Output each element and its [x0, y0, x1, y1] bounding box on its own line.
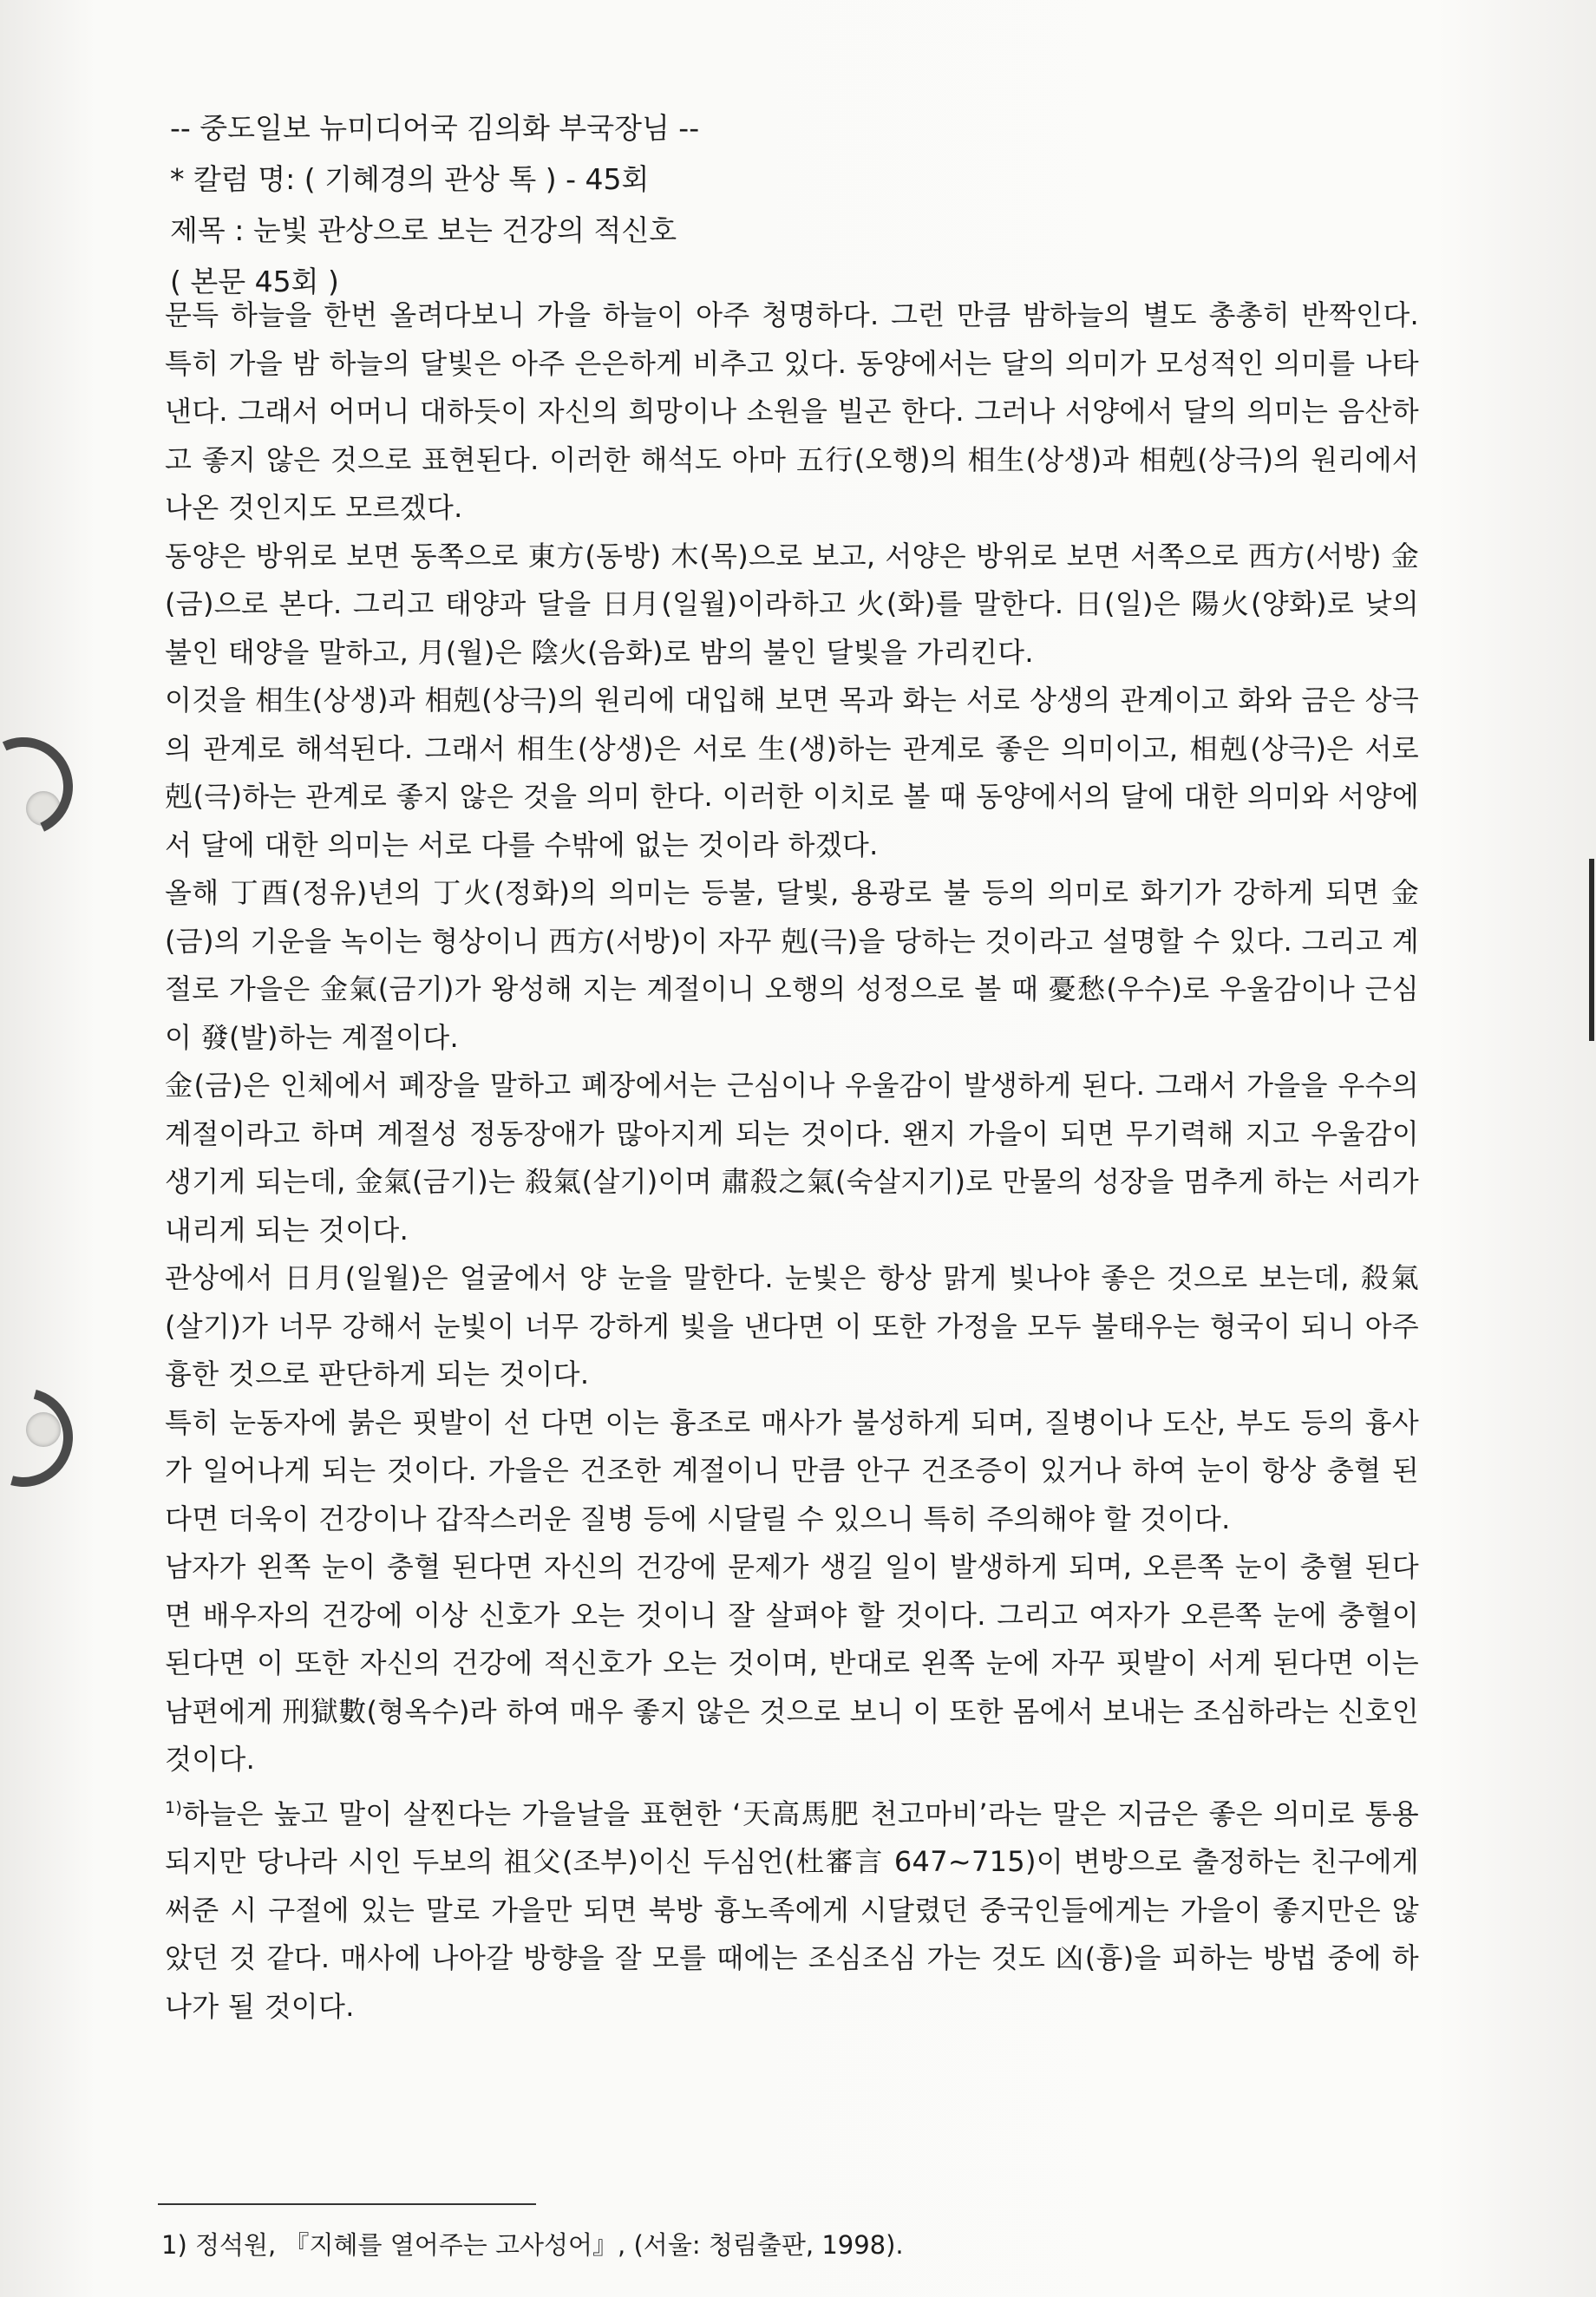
page-edge-mark: [1589, 859, 1594, 1041]
title-line: 제목 : 눈빛 관상으로 보는 건강의 적신호: [170, 213, 677, 247]
paragraph-with-footnote: [165, 1784, 1419, 2032]
footnote-divider: [158, 2203, 536, 2205]
paragraph: 남자가 왼쪽 눈이 충혈 된다면 자신의 건강에 문제가 생길 일이 발생하게 되며, 오른쪽 눈이 충혈 된다면 배우자의 건강에 이상 신호가 오는 것이니 잘 살펴야 할 것이다. 그리고 여자가 오른쪽 눈에 충혈이 된다면 이 또한 자신의 건강에 적신호가 오는 것이며, 반대로 왼쪽 눈에 자꾸 핏발이 서게 된다면 이는 남편에게 刑獄數(형옥수)라 하여 매우 좋지 않은 것으로 보니 이 또한 몸에서 보내는 조심하라는 신호인 것이다.: [165, 1550, 1419, 1776]
article-body: [165, 291, 1419, 2031]
paragraph: 문득 하늘을 한번 올려다보니 가을 하늘이 아주 청명하다. 그런 만큼 밤하늘의 별도 총총히 반짝인다. 특히 가을 밤 하늘의 달빛은 아주 은은하게 비추고 있다. 동양에서는 달의 의미가 모성적인 의미를 나타낸다. 그래서 어머니 대하듯이 자신의 희망이나 소원을 빌곤 한다. 그러나 서양에서 달의 의미는 음산하고 좋지 않은 것으로 표현된다. 이러한 해석도 아마 五行(오행)의 相生(상생)과 相剋(상극)의 원리에서 나온 것인지도 모르겠다.: [165, 298, 1419, 524]
binder-ring-top: [0, 737, 75, 833]
binder-ring-bottom: [0, 1397, 75, 1492]
paragraph: 관상에서 日月(일월)은 얼굴에서 양 눈을 말한다. 눈빛은 항상 맑게 빛나야 좋은 것으로 보는데, 殺氣(살기)가 너무 강해서 눈빛이 너무 강하게 빛을 낸다면 이 또한 가정을 모두 불태우는 형국이 되니 아주 흉한 것으로 판단하게 되는 것이다.: [165, 1261, 1419, 1391]
footnote: 1) 정석원, 『지혜를 열어주는 고사성어』, (서울: 청림출판, 1998).: [161, 2230, 904, 2260]
section-label: ( 본문 45회 ): [170, 265, 339, 298]
column-name-line: * 칼럼 명: ( 기혜경의 관상 톡 ) - 45회: [170, 162, 650, 196]
paragraph: 특히 눈동자에 붉은 핏발이 선 다면 이는 흉조로 매사가 불성하게 되며, 질병이나 도산, 부도 등의 흉사가 일어나게 되는 것이다. 가을은 건조한 계절이니 만큼 안구 건조증이 있거나 하여 눈이 항상 충혈 된다면 더욱이 건강이나 갑작스러운 질병 등에 시달릴 수 있으니 특히 주의해야 할 것이다.: [165, 1405, 1419, 1535]
paragraph-text: 하늘은 높고 말이 살찐다는 가을날을 표현한 ‘天高馬肥 천고마비’라는 말은 지금은 좋은 의미로 통용되지만 당나라 시인 두보의 祖父(조부)이신 두심언(杜審言 647~715)이 변방으로 출정하는 친구에게 써준 시 구절에 있는 말로 가을만 되면 북방 흉노족에게 시달렸던 중국인들에게는 가을이 좋지만은 않았던 것 같다. 매사에 나아갈 방향을 잘 모를 때에는 조심조심 가는 것도 凶(흉)을 피하는 방법 중에 하나가 될 것이다.: [165, 1796, 1419, 2023]
paragraph: 동양은 방위로 보면 동쪽으로 東方(동방) 木(목)으로 보고, 서양은 방위로 보면 서쪽으로 西方(서방) 金(금)으로 본다. 그리고 태양과 달을 日月(일월)이라하고 火(화)를 말한다. 日(일)은 陽火(양화)로 낮의 불인 태양을 말하고, 月(월)은 陰火(음화)로 밤의 불인 달빛을 가리킨다.: [165, 539, 1419, 669]
paragraph: 이것을 相生(상생)과 相剋(상극)의 원리에 대입해 보면 목과 화는 서로 상생의 관계이고 화와 금은 상극의 관계로 해석된다. 그래서 相生(상생)은 서로 生(생)하는 관계로 좋은 의미이고, 相剋(상극)은 서로 剋(극)하는 관계로 좋지 않은 것을 의미 한다. 이러한 이치로 볼 때 동양에서의 달에 대한 의미와 서양에서 달에 대한 의미는 서로 다를 수밖에 없는 것이라 하겠다.: [165, 684, 1419, 861]
footnote-marker: 1): [165, 1797, 183, 1817]
paragraph: 올해 丁酉(정유)년의 丁火(정화)의 의미는 등불, 달빛, 용광로 불 등의 의미로 화기가 강하게 되면 金(금)의 기운을 녹이는 형상이니 西方(서방)이 자꾸 剋(극)을 당하는 것이라고 설명할 수 있다. 그리고 계절로 가을은 金氣(금기)가 왕성해 지는 계절이니 오행의 성정으로 볼 때 憂愁(우수)로 우울감이나 근심이 發(발)하는 계절이다.: [165, 876, 1419, 1054]
column-header: [170, 102, 1436, 307]
paragraph: 金(금)은 인체에서 폐장을 말하고 폐장에서는 근심이나 우울감이 발생하게 된다. 그래서 가을을 우수의 계절이라고 하며 계절성 정동장애가 많아지게 되는 것이다. 왠지 가을이 되면 무기력해 지고 우울감이 생기게 되는데, 金氣(금기)는 殺氣(살기)이며 肅殺之氣(숙살지기)로 만물의 성장을 멈추게 하는 서리가 내리게 되는 것이다.: [165, 1069, 1419, 1247]
newspaper-line: -- 중도일보 뉴미디어국 김의화 부국장님 --: [170, 111, 700, 145]
